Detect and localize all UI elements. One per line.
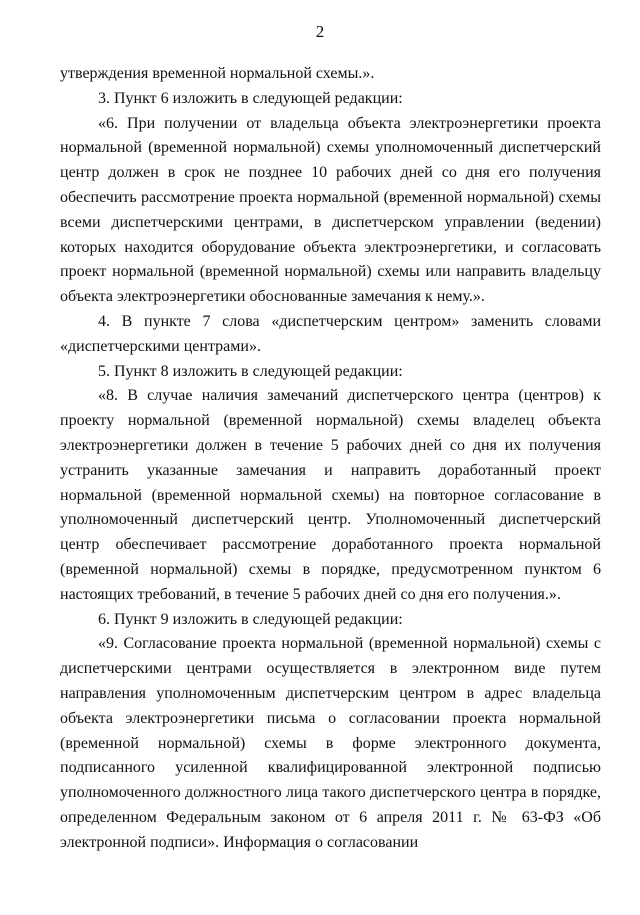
document-body [60, 62, 601, 856]
paragraph-item-4: 4. В пункте 7 слова «диспетчерским центром» заменить словами «диспетчерскими центрами». [60, 312, 601, 355]
paragraph-clause-6: «6. При получении от владельца объекта электроэнергетики проекта нормальной (временной нормальной) схемы уполномоченный диспетчерский центр должен в срок не позднее 10 рабочих дней со дня его получения обеспечить рассмотрение проекта нормальной (временной нормальной) схемы всеми диспетчерскими центрами, в диспетчерском управлении (ведении) которых находится оборудование объекта электроэнергетики, и согласовать проект нормальной (временной нормальной) схемы или направить владельцу объекта электроэнергетики обоснованные замечания к нему.». [60, 114, 601, 306]
paragraph-item-5: 5. Пункт 8 изложить в следующей редакции: [98, 362, 403, 380]
paragraph-item-3: 3. Пункт 6 изложить в следующей редакции: [98, 89, 403, 107]
paragraph-continuation: утверждения временной нормальной схемы.». [60, 65, 375, 82]
paragraph-clause-9: «9. Согласование проекта нормальной (временной нормальной) схемы с диспетчерскими центрами осуществляется в электронном виде путем направления уполномоченным диспетчерским центром в адрес владельца объекта электроэнергетики письма о согласовании проекта нормальной (временной нормальной) схемы в форме электронного документа, подписанного усиленной квалифицированной электронной подписью уполномоченного должностного лица такого диспетчерского центра в порядке, определенном Федеральным законом от 6 апреля 2011 г. № 63-ФЗ «Об электронной подписи». Информация о согласовании [60, 635, 601, 851]
paragraph-clause-8: «8. В случае наличия замечаний диспетчерского центра (центров) к проекту нормальной (временной нормальной) схемы владелец объекта электроэнергетики должен в течение 5 рабочих дней со дня их получения устранить указанные замечания и направить доработанный проект нормальной (временной нормальной схемы) на повторное согласование в уполномоченный диспетчерский центр. Уполномоченный диспетчерский центр обеспечивает рассмотрение доработанного проекта нормальной (временной нормальной) схемы в порядке, предусмотренном пунктом 6 настоящих требований, в течение 5 рабочих дней со дня его получения.». [60, 387, 601, 603]
page-number: 2 [315, 22, 325, 41]
paragraph-item-6: 6. Пункт 9 изложить в следующей редакции: [98, 610, 403, 628]
